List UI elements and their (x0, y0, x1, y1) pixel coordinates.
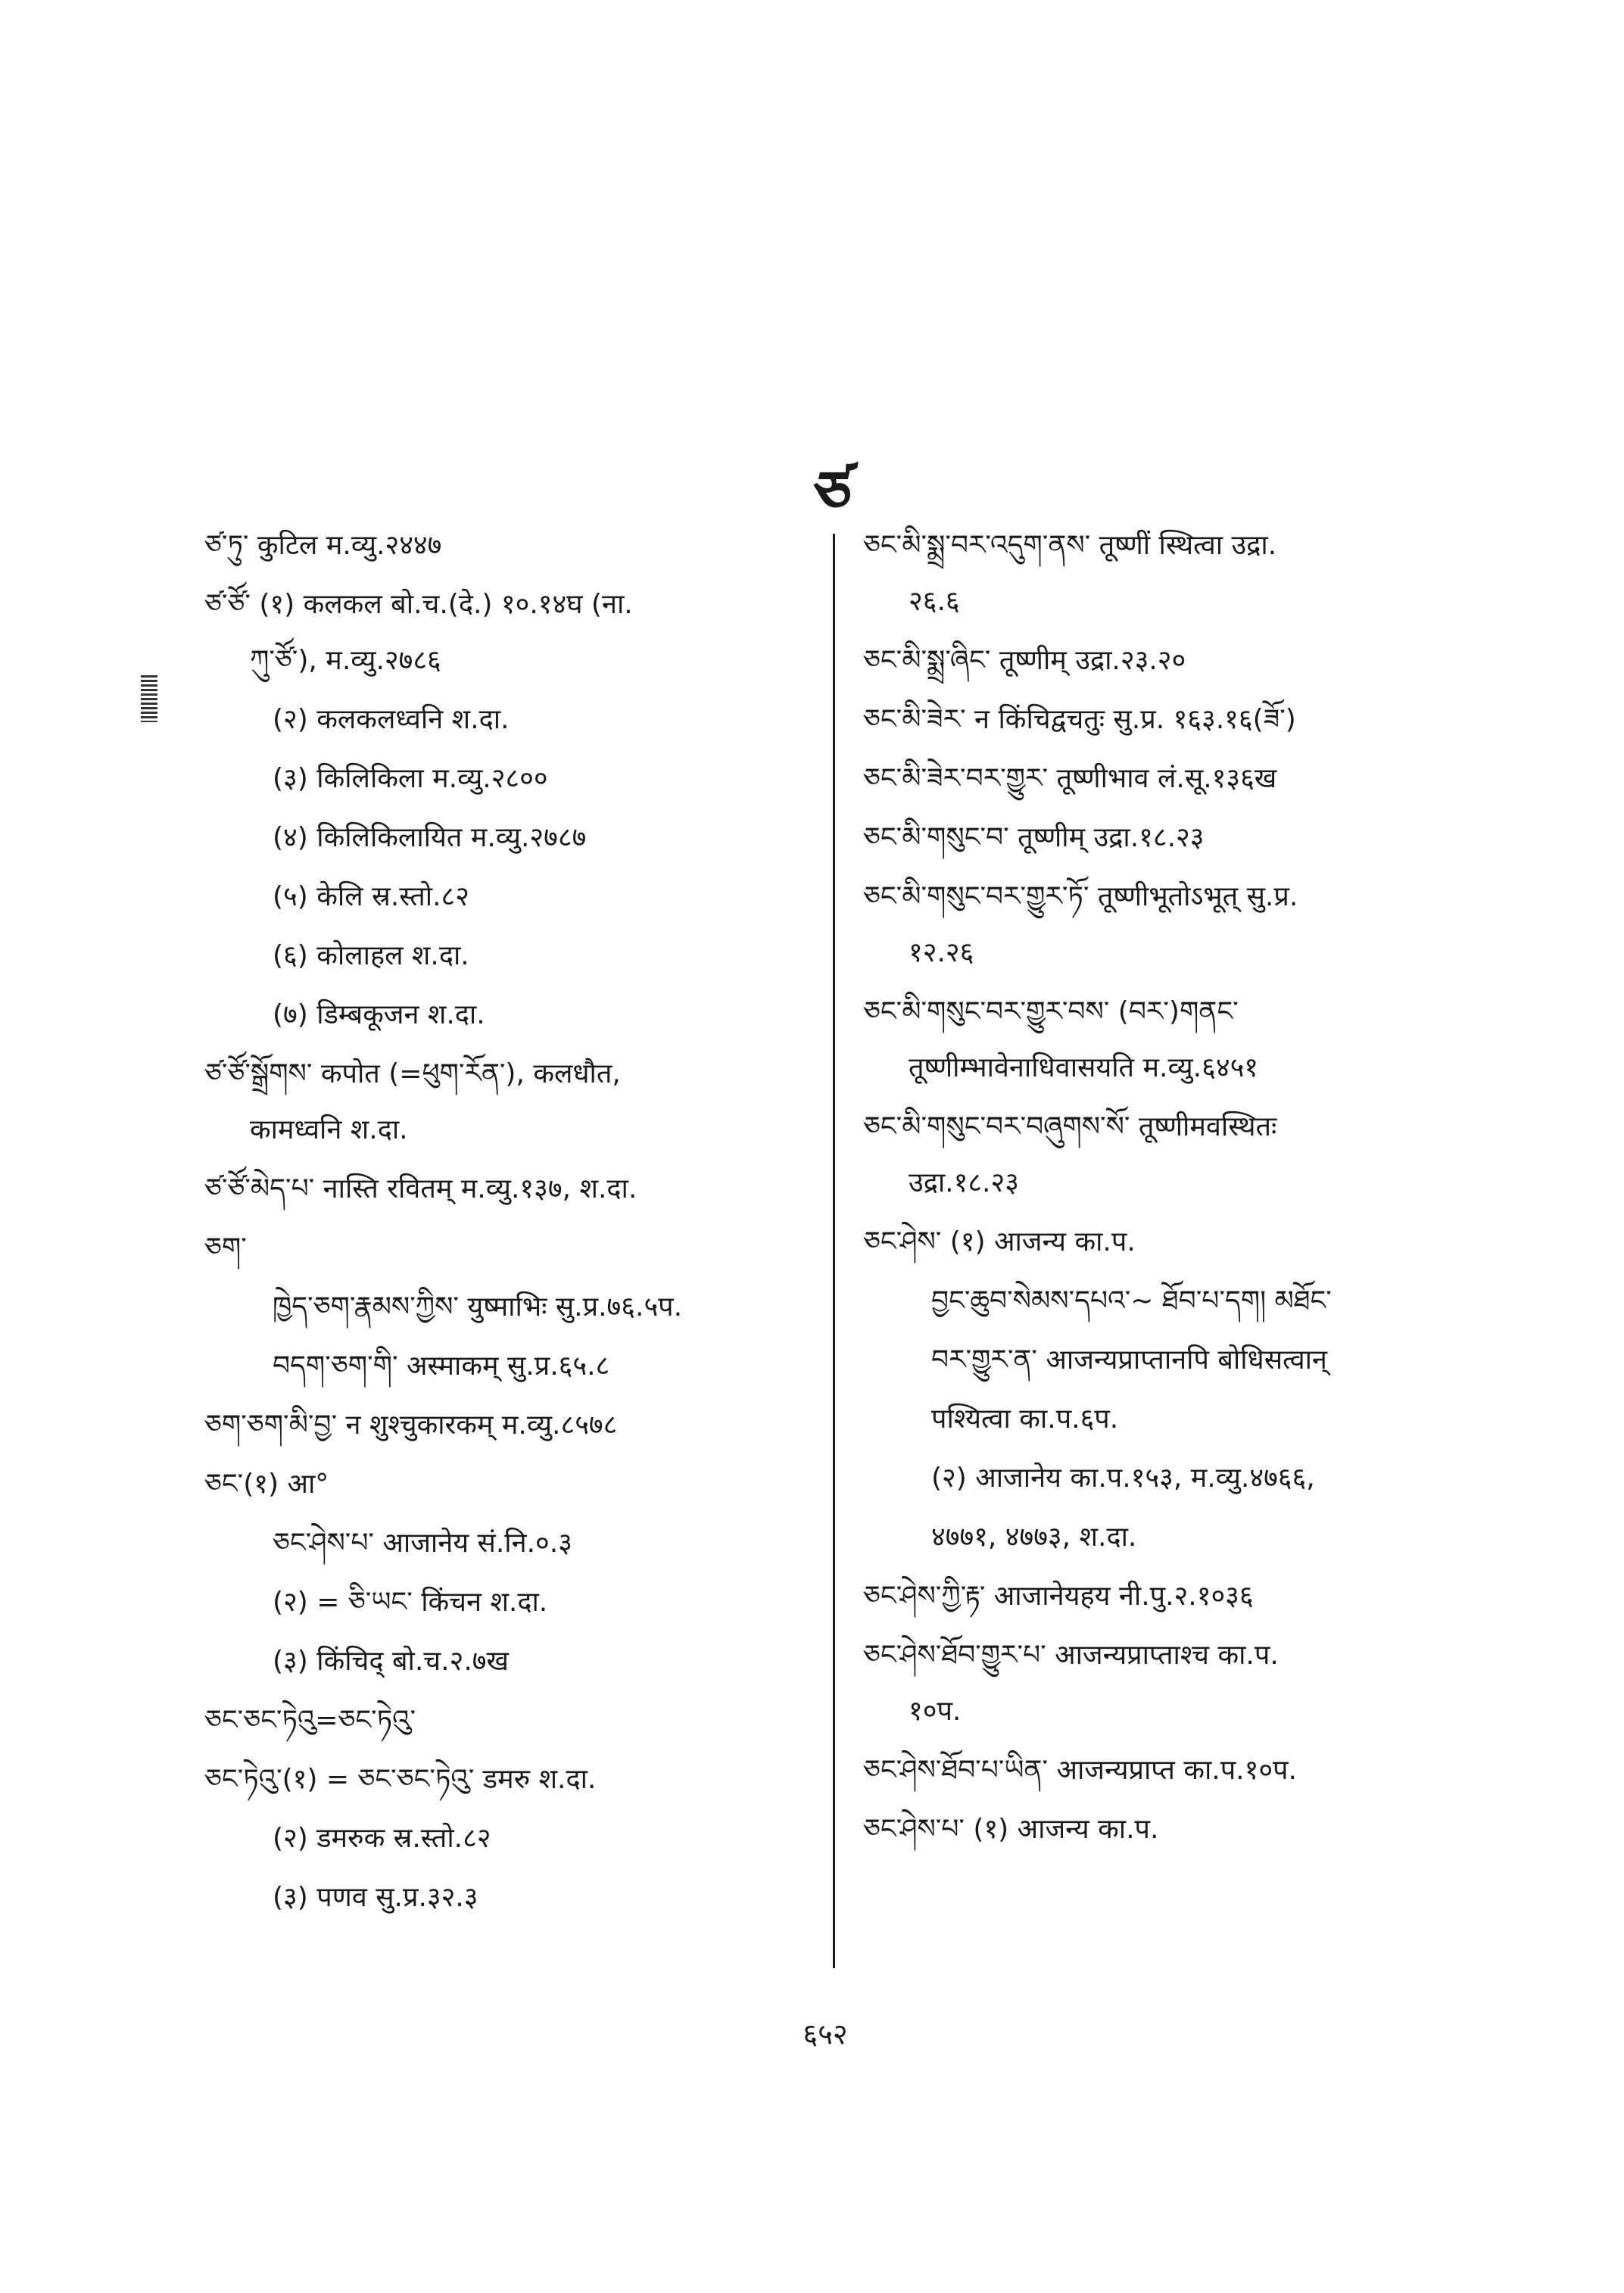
dictionary-entry: (२) = ཅི་ཡང་ किंचन श.दा. (273, 1587, 548, 1618)
dictionary-entry: तूष्णीम्भावेनाधिवासयति म.व्यु.६४५१ (909, 1052, 1259, 1083)
dictionary-entry: ཁྱེད་ཅག་རྣམས་ཀྱིས་ युष्माभिः सु.प्र.७६.५प. (273, 1291, 683, 1323)
dictionary-entry: (२) डमरुक स्र.स्तो.८२ (273, 1823, 491, 1854)
dictionary-entry: (५) केलि स्र.स्तो.८२ (273, 881, 469, 912)
margin-mark (141, 675, 157, 722)
dictionary-entry: ཅང་ཤེས་ (१) आजन्य का.प. (863, 1226, 1136, 1257)
dictionary-entry: ཅག་ཅག་མི་བྱ་ न शुश्चुकारकम् म.व्यु.८५७८ (204, 1410, 618, 1441)
dictionary-entry: (२) कलकलध्वनि श.दा. (273, 704, 510, 735)
dictionary-entry: १०प. (909, 1696, 962, 1727)
dictionary-entry: (२) आजानेय का.प.१५३, म.व्यु.४७६६, (931, 1463, 1315, 1494)
dictionary-entry: ཅང་མི་གསུང་བར་བཞུགས་སོ་ तूष्णीमवस्थितः (863, 1111, 1277, 1142)
dictionary-entry: ཙ་ཙོ་སྒྲོགས་ कपोत (=ཕུག་རོན་), कलधौत, (204, 1058, 621, 1089)
dictionary-entry: ཅང་ཤེས་པ་ आजानेय सं.नि.०.३ (273, 1528, 572, 1559)
dictionary-entry: ཅང་མི་ཟེར་ न किंचिद्वचतुः सु.प्र. १६३.१६(ཟོ་) (863, 704, 1296, 735)
dictionary-entry: ཙ་ཙོ་མེད་པ་ नास्ति रवितम् म.व्यु.१३७, श.दा. (204, 1173, 637, 1204)
dictionary-entry: ཅག་ (204, 1232, 247, 1263)
dictionary-entry: ཅང་(१) आ° (204, 1469, 329, 1500)
dictionary-entry: ཅང་མི་ཟེར་བར་གྱུར་ तूष्णीभाव लं.सू.१३६ख (863, 763, 1277, 794)
dictionary-entry: (३) किंचिद् बो.च.२.७ख (273, 1646, 509, 1677)
dictionary-entry: ཙ་ཏུ་ कुटिल म.व्यु.२४४७ (204, 530, 442, 561)
section-letter-heading: ཙ (814, 459, 852, 528)
dictionary-entry: ཅང་མི་སྨྲ་ཞིང་ तूष्णीम् उद्रा.२३.२० (863, 645, 1186, 676)
column-divider (833, 534, 835, 1968)
dictionary-entry: ४७७१, ४७७३, श.दा. (931, 1522, 1137, 1553)
dictionary-entry: ཅང་ཤེས་པ་ (१) आजन्य का.प. (863, 1814, 1159, 1845)
dictionary-entry: ཅང་ཤེས་ཐོབ་གྱུར་པ་ आजन्यप्राप्ताश्च का.प. (863, 1640, 1279, 1671)
right-column (863, 522, 1469, 1865)
dictionary-entry: ཅང་ཏེའུ་(१) = ཅང་ཅང་ཏེའུ་ डमरु श.दा. (204, 1764, 597, 1795)
dictionary-entry: ཅང་མི་གསུང་བ་ तूष्णीम् उद्रा.१८.२३ (863, 822, 1205, 853)
page-number: ६५२ (803, 2017, 848, 2051)
dictionary-entry: ཅང་ཤེས་ཀྱི་རྟ་ आजानेयहय नी.पु.२.१०३६ (863, 1581, 1254, 1612)
dictionary-entry: བར་གྱུར་ན་ आजन्यप्राप्तानपि बोधिसत्वान् (931, 1344, 1327, 1375)
dictionary-entry: བྱང་ཆུབ་སེམས་དཔའ་~ ཐོབ་པ་དག། མཐོང་ (931, 1285, 1332, 1316)
dictionary-entry: ཀུ་ཙོ་), म.व्यु.२७८६ (250, 645, 441, 676)
dictionary-entry: (७) डिम्बकूजन श.दा. (273, 999, 485, 1030)
dictionary-entry: २६.६ (909, 586, 960, 617)
dictionary-entry: ཅང་མི་གསུང་བར་གྱུར་ཏོ་ तूष्णीभूतोऽभूत् सु.प्र. (863, 881, 1298, 912)
dictionary-entry: ཙ་ཙོ་ (१) कलकल बो.च.(दे.) १०.१४घ (ना. (204, 589, 633, 620)
dictionary-entry: ཅང་མི་སྨྲ་བར་འདུག་ནས་ तूष्णीं स्थित्वा उद्रा. (863, 530, 1277, 561)
dictionary-entry: (६) कोलाहल श.दा. (273, 940, 469, 971)
dictionary-entry: ཅང་ཅང་ཏེའུ=ཅང་ཏེའུ་ (204, 1705, 416, 1736)
dictionary-entry: ཅང་ཤེས་ཐོབ་པ་ཡིན་ आजन्यप्राप्त का.प.१०प. (863, 1755, 1297, 1786)
dictionary-entry: (३) पणव सु.प्र.३२.३ (273, 1882, 478, 1913)
dictionary-entry: पश्यित्वा का.प.६प. (931, 1404, 1119, 1435)
dictionary-entry: བདག་ཅག་གི་ अस्माकम् सु.प्र.६५.८ (273, 1351, 610, 1382)
dictionary-entry: उद्रा.१८.२३ (909, 1167, 1019, 1198)
dictionary-entry: (४) किलिकिलायित म.व्यु.२७८७ (273, 822, 587, 853)
dictionary-entry: कामध्वनि श.दा. (250, 1114, 408, 1145)
dictionary-entry: १२.२६ (909, 937, 974, 968)
dictionary-entry: ཅང་མི་གསུང་བར་གྱུར་བས་ (བར་)གནང་ (863, 996, 1239, 1027)
dictionary-entry: (३) किलिकिला म.व्यु.२८०० (273, 763, 548, 794)
left-column (204, 522, 810, 1933)
